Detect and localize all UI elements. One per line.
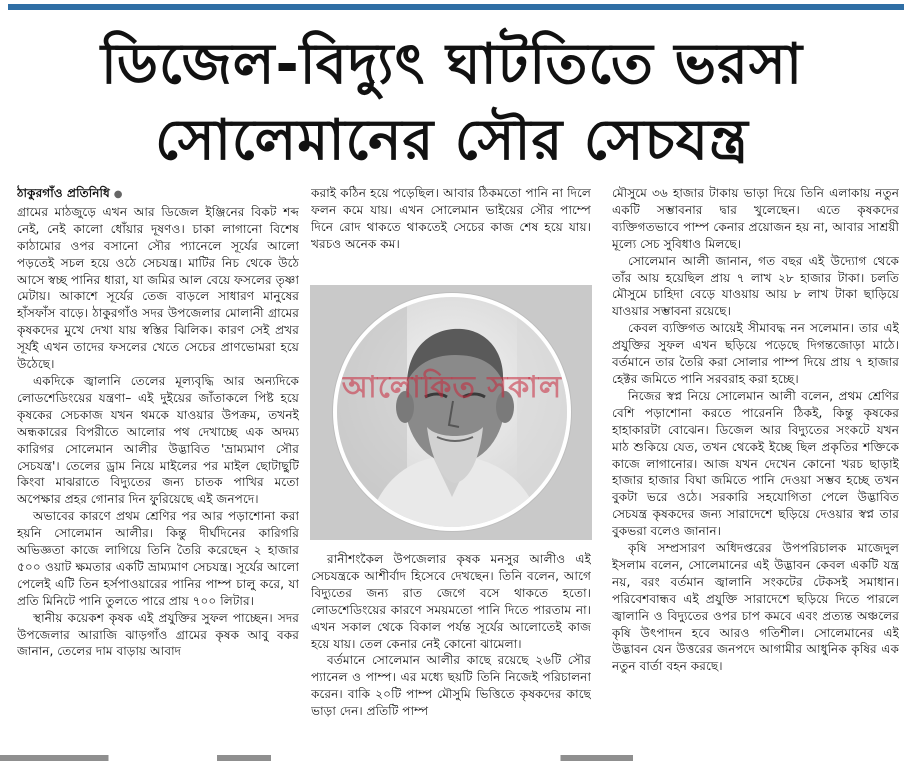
bullet-icon: ● — [113, 189, 123, 200]
paragraph: অভাবের কারণে প্রথম শ্রেণির পর আর পড়াশোনা করা হয়নি সোলেমান আলীর। কিন্তু দীর্ঘদিনের কারিগরি অভিজ্ঞতা কাজে লাগিয়ে তিনি তৈরি করেছেন ২ হাজার ৫০০ ওয়াট ক্ষমতার একটি ভ্রাম্যমাণ সেচযন্ত্র। সূর্যের আলো পেলেই এটি তিন হর্সপাওয়ারের পানির পাম্প চালু করে, যা প্রতি মিনিটে পানি তুলতে পারে প্রায় ৭০০ লিটার। — [17, 509, 299, 608]
watermark: আলোকিত সকাল — [341, 370, 563, 405]
portrait-photo — [337, 297, 567, 527]
paragraph: স্থানীয় কয়েকশ কৃষক এই প্রযুক্তির সুফল পাচ্ছেন। সদর উপজেলার আরাজি ঝাড়গাঁও গ্রামের কৃষক আবু বকর জানান, তেলের দাম বাড়ায় আবাদ — [17, 610, 299, 659]
paragraph: গ্রামের মাঠজুড়ে এখন আর ডিজেল ইঞ্জিনের বিকট শব্দ নেই, নেই কালো ধোঁয়ার দূষণও। চাকা লাগানো বিশেষ কাঠামোর ওপর বসানো সৌর প্যানেলে সূর্যের আলো পড়তেই সচল হয়ে ওঠে সেচযন্ত্র। মাটির নিচ থেকে উঠে আসে স্বচ্ছ পানির ধারা, যা জমির আল বেয়ে ফসলের তৃষ্ণা মেটায়। আকাশে সূর্যের তেজ বাড়লে সাধারণ মানুষের হাঁসফাঁস বাড়ে। ঠাকুরগাঁও সদর উপজেলার মোলানী গ্রামের কৃষকদের মুখে দেখা যায় স্বস্তির ঝিলিক। কারণ সেই প্রখর সূর্যই এখন তাদের ফসলের খেতে সেচের প্রাণভোমরা হয়ে উঠেছে। — [17, 204, 299, 372]
article-column-1 — [17, 185, 299, 755]
photo-frame — [310, 285, 592, 540]
top-rule — [8, 4, 904, 10]
next-headline-fragment — [0, 755, 904, 761]
byline-text: ঠাকুরগাঁও প্রতিনিধি — [17, 186, 110, 200]
headline-line-2: সোলেমানের সৌর সেচযন্ত্র — [155, 108, 749, 173]
paragraph: রানীশংকৈল উপজেলার কৃষক মনসুর আলীও এই সেচযন্ত্রকে আশীর্বাদ হিসেবে দেখছেন। তিনি বলেন, আগে বিদ্যুতের জন্য রাত জেগে বসে থাকতে হতো। লোডশেডিংয়ের কারণে সময়মতো পানি দিতে পারতাম না। এখন সকাল থেকে বিকাল পর্যন্ত সূর্যের আলোতেই কাজ হয়ে যায়। তেল কেনার নেই কোনো ঝামেলা। — [311, 552, 591, 651]
article-column-2-top — [311, 185, 591, 269]
paragraph: নিজের স্বপ্ন নিয়ে সোলেমান আলী বলেন, প্রথম শ্রেণির বেশি পড়াশোনা করতে পারেননি ঠিকই, কিন্তু কৃষকের হাহাকারটা বোঝেন। ডিজেল আর বিদ্যুতের সংকটে যখন মাঠ শুকিয়ে যেত, তখন থেকেই ইচ্ছে ছিল প্রকৃতির শক্তিকে কাজে লাগানোর। আজ যখন দেখেন কোনো খরচ ছাড়াই হাজার হাজার বিঘা জমিতে পানি দেওয়া সম্ভব হচ্ছে তখন বুকটা ভরে ওঠে। সরকারি সহযোগিতা পেলে উদ্ভাবিত সেচযন্ত্র কৃষকদের জন্য সারাদেশে ছড়িয়ে দেওয়ার স্বপ্ন তার বুকভরা বলেও জানান। — [612, 388, 899, 539]
paragraph: বর্তমানে সোলেমান আলীর কাছে রয়েছে ২৬টি সৌর প্যানেল ও পাম্প। এর মধ্যে ছয়টি তিনি নিজেই পরিচালনা করেন। বাকি ২০টি পাম্প মৌসুমি ভিত্তিতে কৃষকদের কাছে ভাড়া দেন। প্রতিটি পাম্প — [311, 653, 591, 719]
paragraph: কেবল ব্যক্তিগত আয়েই সীমাবদ্ধ নন সলেমান। তার এই প্রযুক্তির সুফল এখন ছড়িয়ে পড়েছে দিগন্তজোড়া মাঠে। বর্তমানে তার তৈরি করা সোলার পাম্প দিয়ে প্রায় ৭ হাজার হেক্টর জমিতে পানি সরবরাহ করা হচ্ছে। — [612, 321, 899, 386]
paragraph: কৃষি সম্প্রসারণ অধিদপ্তরের উপপরিচালক মাজেদুল ইসলাম বলেন, সোলেমানের এই উদ্ভাবন কেবল একটি যন্ত্র নয়, বরং বর্তমান জ্বালানি সংকটের টেকসই সমাধান। পরিবেশবান্ধব এই প্রযুক্তি সারাদেশে ছড়িয়ে দিতে পারলে জ্বালানি ও বিদ্যুতের ওপর চাপ কমবে এবং প্রত্যন্ত অঞ্চলের কৃষি উৎপাদন হবে আরও গতিশীল। সোলেমানের এই উদ্ভাবন যেন উত্তরের জনপদে আগামীর আধুনিক কৃষির এক নতুন বার্তা বহন করছে। — [612, 541, 899, 674]
byline — [17, 185, 299, 204]
paragraph: মৌসুমে ৩৬ হাজার টাকায় ভাড়া দিয়ে তিনি এলাকায় নতুন একটি সম্ভাবনার দ্বার খুলেছেন। এতে কৃষকদের ব্যক্তিগতভাবে পাম্প কেনার প্রয়োজন হয় না, আবার সাশ্রয়ী মূল্যে সেচ সুবিধাও মিলছে। — [612, 186, 899, 251]
headline-line-1: ডিজেল-বিদ্যুৎ ঘাটতিতে ভরসা — [100, 32, 804, 97]
paragraph: একদিকে জ্বালানি তেলের মূল্যবৃদ্ধি আর অন্যদিকে লোডশেডিংয়ের যন্ত্রণা– এই দুইয়ের জাঁতাকলে পিষ্ট হয়ে কৃষকের সেচকাজ যখন থমকে যাওয়ার উপক্রম, তখনই অন্ধকারের বিপরীতে আলোর পথ দেখাচ্ছে এক অদম্য কারিগর সোলেমান আলীর উদ্ভাবিত 'ভ্রাম্যমাণ সৌর সেচযন্ত্র'। তেলের ড্রাম নিয়ে মাইলের পর মাইল ছোটাছুটি কিংবা মাঝরাতে বিদ্যুতের জন্য চাতক পাখির মতো অপেক্ষার প্রহর গোনার দিন ফুরিয়েছে এই জনপদে। — [17, 373, 299, 507]
article-column-3 — [612, 185, 899, 745]
paragraph: সোলেমান আলী জানান, গত বছর এই উদ্যোগ থেকে তাঁর আয় হয়েছিল প্রায় ৭ লাখ ২৮ হাজার টাকা। চলতি মৌসুমে চাহিদা বেড়ে যাওয়ায় আয় ৮ লাখ টাকা ছাড়িয়ে যাওয়ার সম্ভাবনা রয়েছে। — [612, 253, 899, 319]
article-column-2-bottom — [311, 551, 591, 751]
paragraph: করাই কঠিন হয়ে পড়েছিল। আবার ঠিকমতো পানি না দিলে ফলন কমে যায়। এখন সোলেমান ভাইয়ের সৌর পাম্পে দিনে রোদ থাকতে থাকতেই সেচের কাজ শেষ হয়ে যায়। খরচও অনেক কম। — [311, 186, 591, 251]
